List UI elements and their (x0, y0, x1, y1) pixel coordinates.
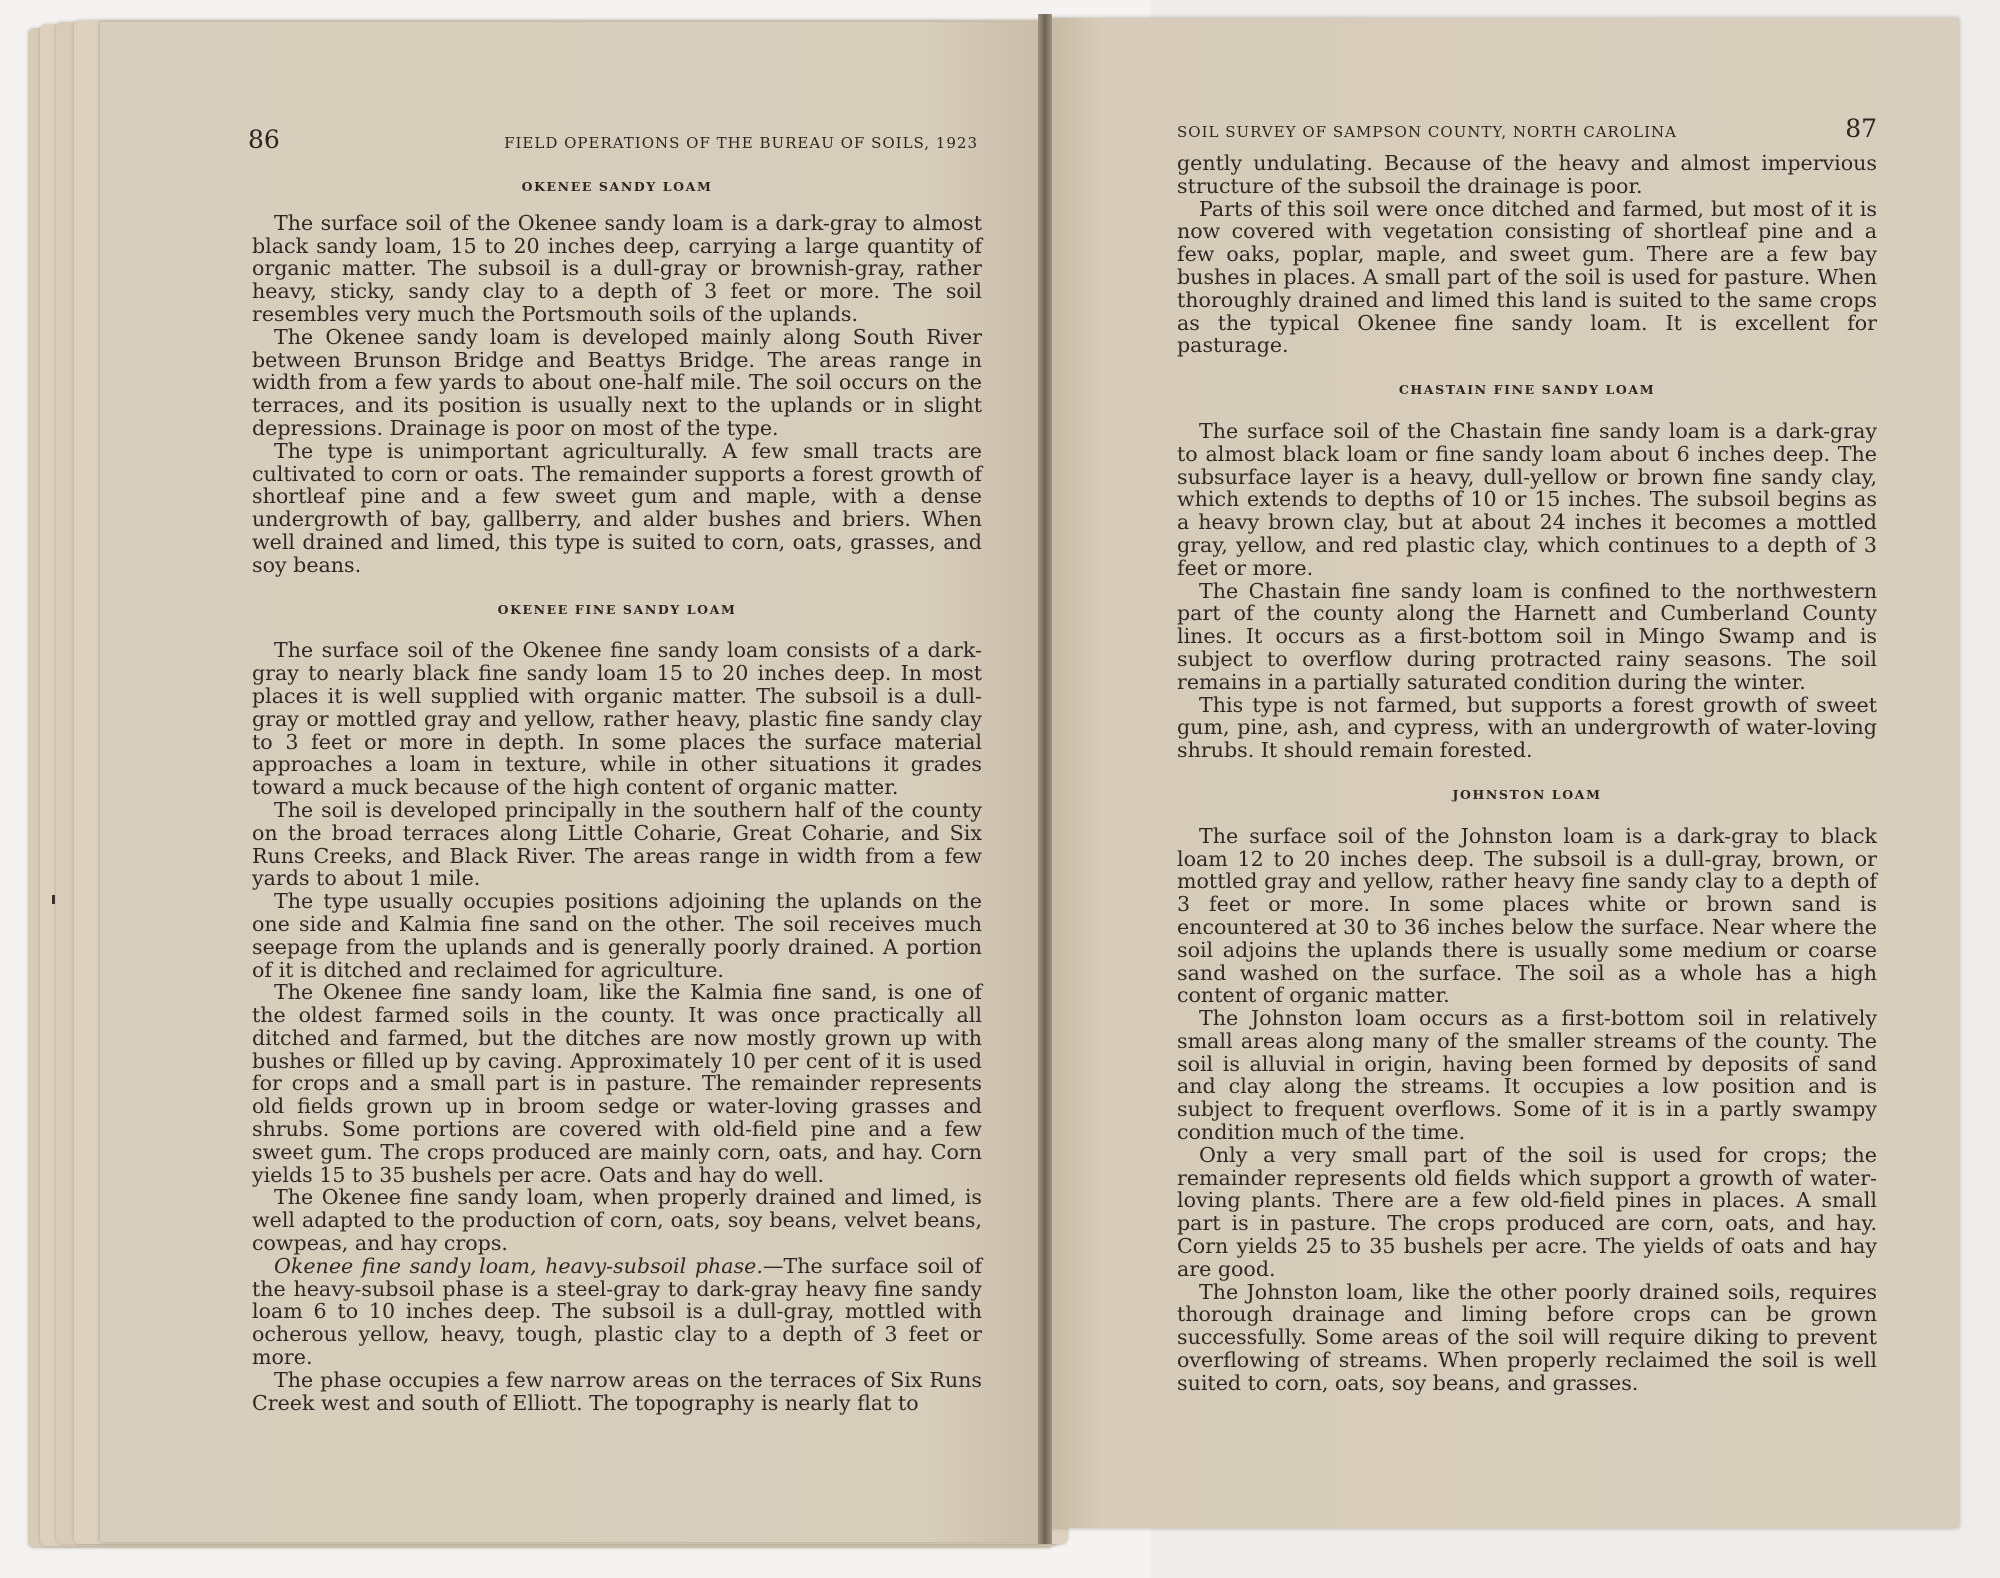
paragraph: The surface soil of the Johnston loam is a dark-gray to black loam 12 to 20 inches deep. The subsoil is a dull-gray, brown, or mottled gray and yellow, rather heavy fine sandy clay to a depth of 3 feet or more. In some places white or brown sand is encountered at 30 to 36 inches below the surface. Near where the soil adjoins the uplands there is usually some medium or coarse sand washed on the surface. The soil as a whole has a high content of organic matter. (1177, 823, 1877, 1008)
paragraph: The surface soil of the Chastain fine sandy loam is a dark-gray to almost black loam or fine sandy loam about 6 inches deep. The subsurface layer is a heavy, dull-yellow or brown fine sandy clay, which extends to depths of 10 or 15 inches. The subsoil begins as a heavy brown clay, but at about 24 inches it becomes a mottled gray, yellow, and red plastic clay, which continues to a depth of 3 feet or more. (1177, 418, 1877, 580)
paragraph: The surface soil of the Okenee fine sandy loam consists of a dark-gray to nearly black fine sandy loam 15 to 20 inches deep. In most places it is well supplied with organic matter. The subsoil is a dull-gray or mottled gray and yellow, rather heavy, plastic fine sandy clay to 3 feet or more in depth. In some places the surface material approaches a loam in texture, while in other situations it grades toward a muck because of the high content of organic matter. (252, 638, 982, 800)
left-page-number: 86 (248, 125, 280, 154)
paragraph: gently undulating. Because of the heavy and almost impervious structure of the subsoil the drainage is poor. (1177, 151, 1877, 198)
left-page (100, 22, 1045, 1542)
phase-description: —The surface soil of the heavy-subsoil phase is a steel-gray to dark-gray heavy fine sandy loam 6 to 10 inches deep. The subsoil is a dull-gray, mottled with ocherous yellow, heavy, tough, plastic clay to a depth of 3 feet or more. (252, 1253, 982, 1370)
phase-title: Okenee fine sandy loam, heavy-subsoil phase. (274, 1253, 763, 1278)
paragraph: The soil is developed principally in the southern half of the county on the broad terraces along Little Coharie, Great Coharie, and Six Runs Creeks, and Black River. The areas range in width from a few yards to about 1 mile. (252, 797, 982, 891)
left-text-column (252, 176, 982, 1414)
right-running-title: SOIL SURVEY OF SAMPSON COUNTY, NORTH CAROLINA (1177, 123, 1677, 141)
phase-paragraph (252, 1255, 982, 1369)
paragraph: The type is unimportant agriculturally. A few small tracts are cultivated to corn or oats. The remainder supports a forest growth of shortleaf pine and a few sweet gum and maple, with a dense undergrowth of bay, gallberry, and alder bushes and briers. When well drained and limed, this type is suited to corn, oats, grasses, and soy beans. (252, 438, 982, 577)
paragraph: The Johnston loam, like the other poorly drained soils, requires thorough drainage and liming before crops can be grown successfully. Some areas of the soil will require diking to prevent overflowing of streams. When properly reclaimed the soil is well suited to corn, oats, soy beans, and grasses. (1177, 1279, 1877, 1395)
paragraph: This type is not farmed, but supports a forest growth of sweet gum, pine, ash, and cypress, with an undergrowth of water-loving shrubs. It should remain forested. (1177, 692, 1877, 763)
paragraph: The phase occupies a few narrow areas on the terraces of Six Runs Creek west and south of Elliott. The topography is nearly flat to (252, 1367, 982, 1415)
paragraph: The Chastain fine sandy loam is confined to the northwestern part of the county along the Harnett and Cumberland County lines. It occurs as a first-bottom soil in Mingo Swamp and is subject to overflow during protracted rainy seasons. The soil remains in a partially saturated condition during the winter. (1177, 578, 1877, 694)
margin-mark (52, 895, 55, 904)
section-heading: CHASTAIN FINE SANDY LOAM (1398, 382, 1656, 398)
section-heading: OKENEE FINE SANDY LOAM (497, 601, 737, 617)
paragraph: The type usually occupies positions adjoining the uplands on the one side and Kalmia fine sand on the other. The soil receives much seepage from the uplands and is generally poorly drained. A portion of it is ditched and reclaimed for agriculture. (252, 889, 982, 982)
right-text-column (1177, 152, 1877, 1395)
left-running-title: FIELD OPERATIONS OF THE BUREAU OF SOILS, 1923 (504, 134, 978, 152)
paragraph: The Okenee sandy loam is developed mainly along South River between Brunson Bridge and Beattys Bridge. The areas range in width from a few yards to about one-half mile. The soil occurs on the terraces, and its position is usually next to the uplands or in slight depressions. Drainage is poor on most of the type. (252, 324, 982, 440)
paragraph: The Okenee fine sandy loam, when properly drained and limed, is well adapted to the production of corn, oats, soy beans, velvet beans, cowpeas, and hay crops. (252, 1185, 982, 1256)
right-page-number: 87 (1845, 114, 1877, 143)
left-running-head (248, 125, 978, 154)
book-gutter (1038, 14, 1052, 1544)
paragraph: Only a very small part of the soil is used for crops; the remainder represents old fields which support a growth of water-loving plants. There are a few old-field pines in places. A small part is in pasture. The crops produced are corn, oats, and hay. Corn yields 25 to 35 bushels per acre. The yields of oats and hay are good. (1177, 1142, 1877, 1281)
right-page (1047, 18, 1959, 1528)
paragraph: The Johnston loam occurs as a first-bottom soil in relatively small areas along many of the smaller streams of the county. The soil is alluvial in origin, having been formed by deposits of sand and clay along the streams. It occupies a low position and is subject to frequent overflows. Some of it is in a partly swampy condition much of the time. (1177, 1006, 1877, 1145)
section-heading: JOHNSTON LOAM (1452, 786, 1602, 802)
right-running-head (1177, 114, 1877, 143)
section-heading: OKENEE SANDY LOAM (521, 179, 713, 194)
paragraph: The Okenee fine sandy loam, like the Kalmia fine sand, is one of the oldest farmed soils in the county. It was once practically all ditched and farmed, but the ditches are now mostly grown up with bushes or filled up by caving. Approximately 10 per cent of it is used for crops and a small part is in pasture. The remainder represents old fields grown up in broom sedge or water-loving grasses and shrubs. Some portions are covered with old-field pine and a few sweet gum. The crops produced are mainly corn, oats, and hay. Corn yields 15 to 35 bushels per acre. Oats and hay do well. (252, 980, 982, 1187)
paragraph: Parts of this soil were once ditched and farmed, but most of it is now covered with vegetation consisting of shortleaf pine and a few oaks, poplar, maple, and sweet gum. There are a few bay bushes in places. A small part of the soil is used for pasture. When thoroughly drained and limed this land is suited to the same crops as the typical Okenee fine sandy loam. It is excellent for pasturage. (1177, 196, 1877, 358)
paragraph: The surface soil of the Okenee sandy loam is a dark-gray to almost black sandy loam, 15 to 20 inches deep, carrying a large quantity of organic matter. The subsoil is a dull-gray or brownish-gray, rather heavy, sticky, sandy clay to a depth of 3 feet or more. The soil resembles very much the Portsmouth soils of the uplands. (252, 210, 982, 326)
